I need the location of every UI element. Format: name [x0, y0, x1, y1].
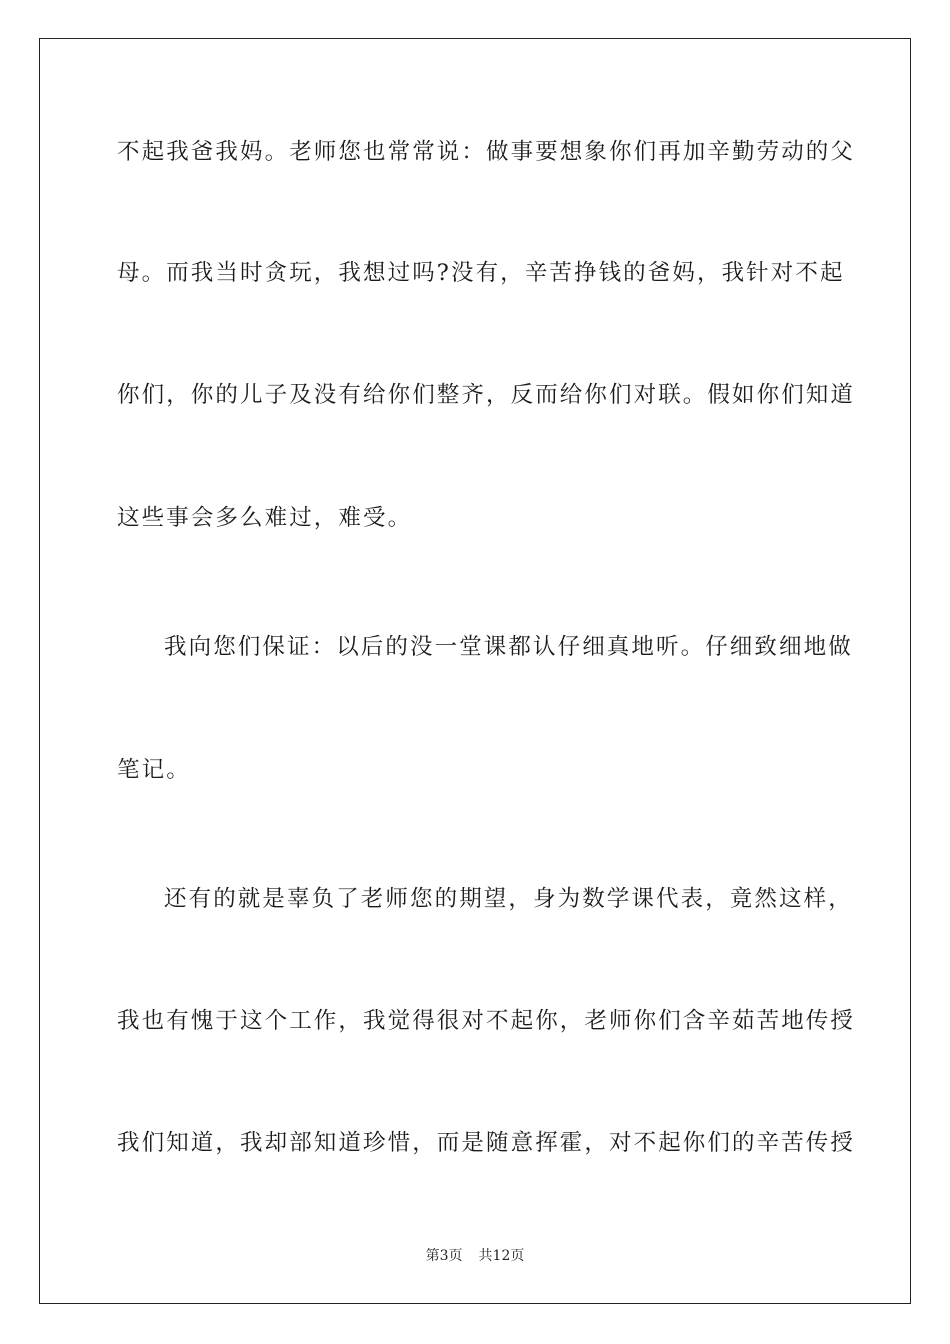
text-line: 母。而我当时贪玩，我想过吗?没有，辛苦挣钱的爸妈，我针对不起	[117, 260, 845, 286]
page-border	[39, 38, 911, 1304]
page-total: 共12页	[478, 1248, 525, 1264]
text-line: 还有的就是辜负了老师您的期望，身为数学课代表，竟然这样，	[164, 886, 853, 912]
text-line: 我们知道，我却部知道珍惜，而是随意挥霍，对不起你们的辛苦传授	[117, 1130, 856, 1156]
text-line: 我向您们保证：以后的没一堂课都认仔细真地听。仔细致细地做	[164, 634, 853, 660]
page-number: 第3页	[425, 1248, 463, 1264]
text-line: 这些事会多么难过，难受。	[117, 505, 413, 531]
page-footer	[0, 1246, 950, 1266]
text-line: 我也有愧于这个工作，我觉得很对不起你，老师你们含辛茹苦地传授	[117, 1008, 856, 1034]
text-line: 你们，你的儿子及没有给你们整齐，反而给你们对联。假如你们知道	[117, 382, 856, 408]
text-line: 笔记。	[117, 757, 191, 783]
text-line: 不起我爸我妈。老师您也常常说：做事要想象你们再加辛勤劳动的父	[117, 139, 856, 165]
